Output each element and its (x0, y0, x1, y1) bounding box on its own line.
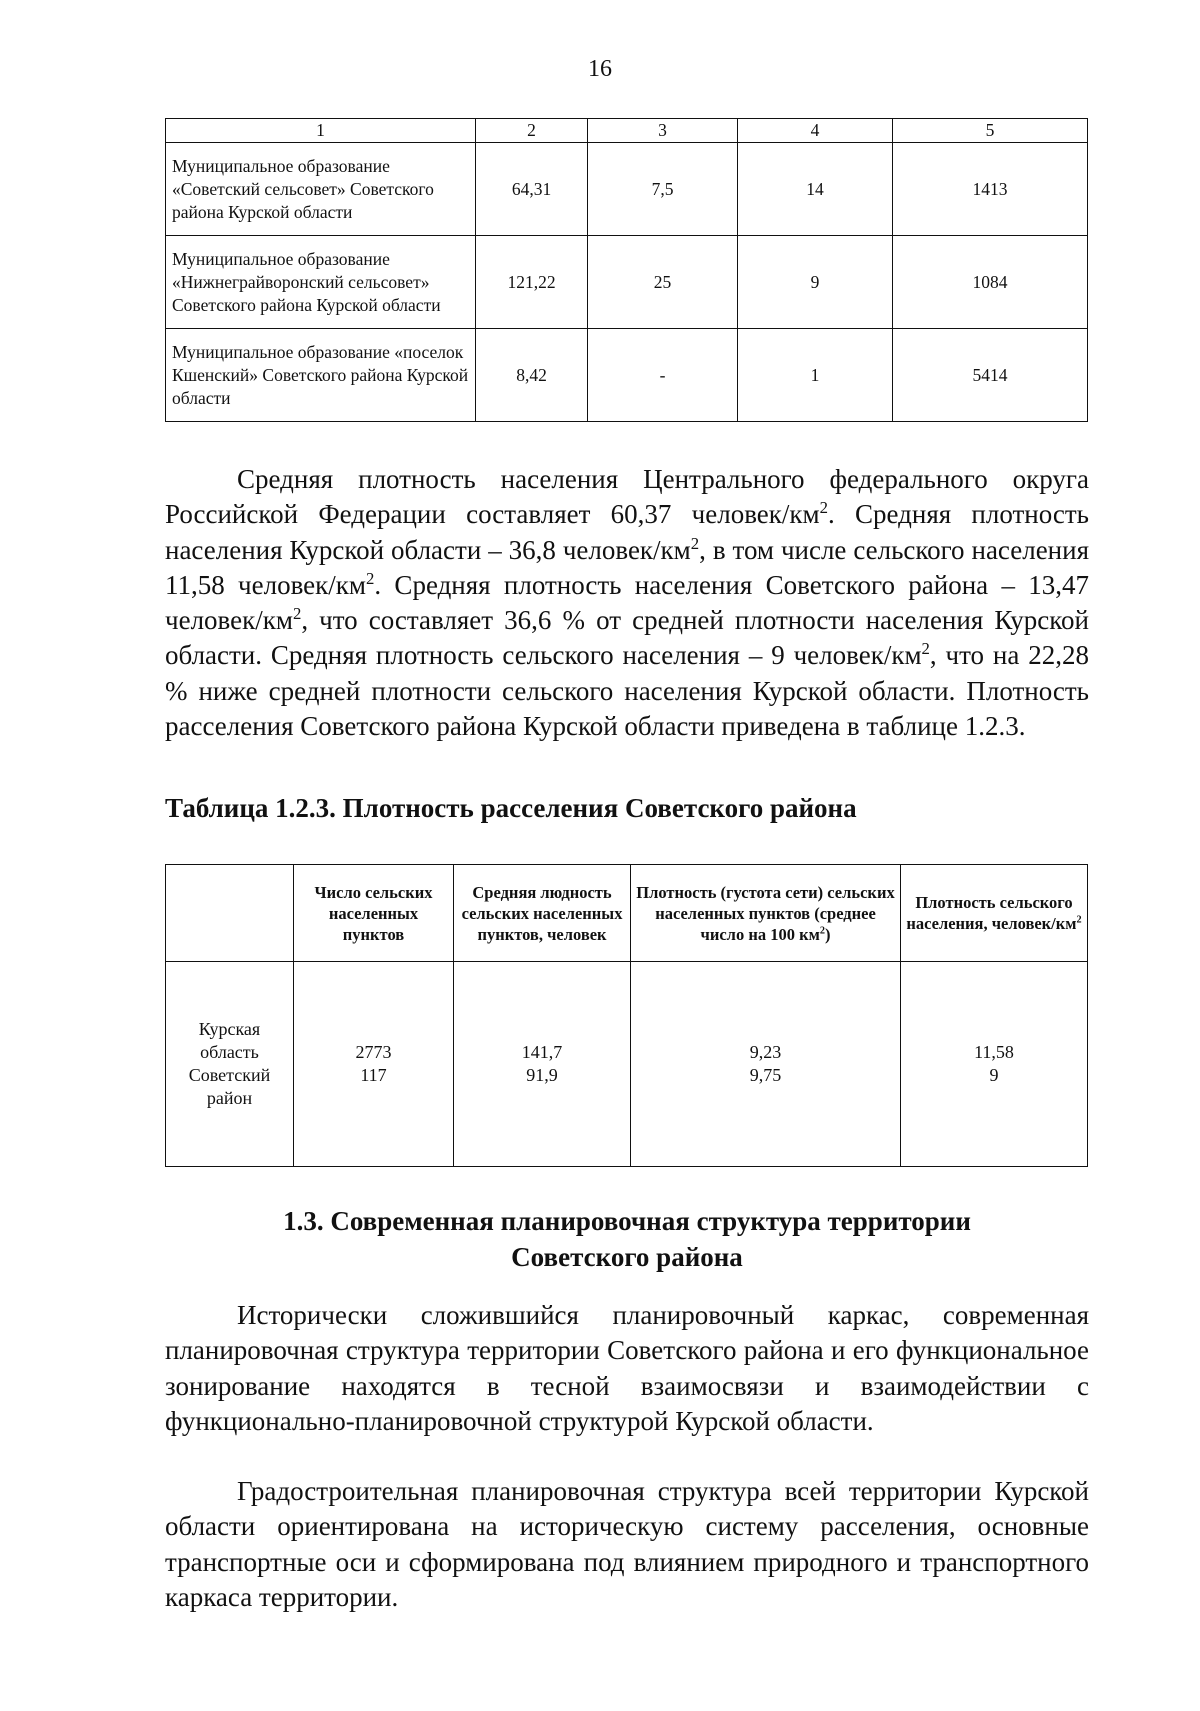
text-run: . Средняя плотность населения Советского района – 13,47 человек/км (165, 569, 1089, 636)
region-name: Советский район (188, 1065, 271, 1108)
cell-value: 9,23 (749, 1042, 782, 1062)
column-number-5: 5 (893, 119, 1088, 143)
table-cell (294, 962, 454, 1167)
planning-structure-paragraph: Градостроительная планировочная структура всей территории Курской области ориентирована на историческую систему расселения, основные транспортные оси и сформирована под влиянием природного и транспортного каркаса территории. (165, 1476, 1089, 1612)
header-rural-population-density (901, 865, 1088, 962)
cell-value: 9,75 (749, 1065, 782, 1085)
table-cell (901, 962, 1088, 1167)
table-cell: 9 (738, 236, 893, 329)
superscript: 2 (819, 925, 825, 936)
table-cell: 1413 (893, 143, 1088, 236)
cell-value: 2773 (355, 1042, 392, 1062)
table-row (166, 236, 1088, 329)
table-cell: 14 (738, 143, 893, 236)
municipality-name: Муниципальное образование «поселок Кшенский» Советского района Курской области (166, 329, 476, 422)
page-number: 16 (588, 56, 612, 82)
table-cell: 121,22 (476, 236, 588, 329)
table-cell (454, 962, 631, 1167)
table-caption: Таблица 1.2.3. Плотность расселения Советского района (165, 793, 857, 823)
column-number-4: 4 (738, 119, 893, 143)
cell-value: 117 (360, 1065, 387, 1085)
population-density-paragraph (165, 462, 1089, 744)
header-rural-settlements-count: Число сельских населенных пунктов (294, 865, 454, 962)
table-row (166, 962, 1088, 1167)
column-number-3: 3 (588, 119, 738, 143)
text-run: , что составляет 36,6 % от средней плотности населения Курской области. Средняя плотность сельского населения – 9 человек/км (165, 605, 1089, 671)
cell-value: 141,7 (521, 1042, 563, 1062)
table-cell (631, 962, 901, 1167)
cell-value: 9 (989, 1065, 999, 1085)
planning-framework-paragraph: Исторически сложившийся планировочный каркас, современная планировочная структура территории Советского района и его функциональное зонирование находятся в тесной взаимосвязи и взаимодействии с функционально-планировочной структурой Курской области. (165, 1300, 1089, 1436)
column-number-2: 2 (476, 119, 588, 143)
cell-value: 91,9 (526, 1065, 558, 1085)
table-header-row (166, 119, 1088, 143)
text-run: , что на 22,28 % ниже средней плотности сельского населения Курской области. Плотность расселения Советского района Курской области приведена в таблице 1.2.3. (165, 640, 1089, 742)
text-run: Плотность (густота сети) сельских населенных пунктов (среднее число на 100 км (636, 882, 895, 944)
text-run: , в том числе сельского населения 11,58 человек/км (165, 534, 1089, 600)
table-header-row (166, 865, 1088, 962)
table-row (166, 143, 1088, 236)
header-average-population: Средняя людность сельских населенных пунктов, человек (454, 865, 631, 962)
header-cell-empty (166, 865, 294, 962)
municipality-name: Муниципальное образование «Советский сельсовет» Советского района Курской области (166, 143, 476, 236)
table-cell: 1084 (893, 236, 1088, 329)
table-cell: 64,31 (476, 143, 588, 236)
column-number-1: 1 (166, 119, 476, 143)
text-run: . Средняя плотность населения Курской области – 36,8 человек/км (165, 499, 1089, 565)
table-cell: - (588, 329, 738, 422)
text-run: ) (824, 924, 831, 944)
table-cell: 8,42 (476, 329, 588, 422)
superscript: 2 (819, 498, 828, 518)
table-cell: 25 (588, 236, 738, 329)
section-heading: 1.3. Современная планировочная структура территории (283, 1206, 971, 1236)
section-heading-line2: Советского района (511, 1242, 743, 1272)
superscript: 2 (1076, 914, 1082, 926)
table-row (166, 329, 1088, 422)
municipality-name: Муниципальное образование «Нижнеграйворонский сельсовет» Советского района Курской области (166, 236, 476, 329)
table-cell: 7,5 (588, 143, 738, 236)
cell-value: 11,58 (974, 1042, 1014, 1062)
table-cell: 1 (738, 329, 893, 422)
settlement-density-table (165, 864, 1088, 1167)
region-name: Курская область (198, 1019, 261, 1062)
text-run: Средняя плотность населения Центрального федерального округа Российской Федерации составляет 60,37 человек/км (165, 464, 1089, 530)
superscript: 2 (366, 568, 375, 588)
header-network-density (631, 865, 901, 962)
table-cell: 5414 (893, 329, 1088, 422)
superscript: 2 (690, 533, 700, 553)
settlement-table-continuation (165, 118, 1088, 422)
superscript: 2 (292, 604, 302, 624)
superscript: 2 (921, 639, 930, 659)
text-run: Плотность сельского населения, человек/км (906, 893, 1077, 933)
region-names-cell (166, 962, 294, 1167)
